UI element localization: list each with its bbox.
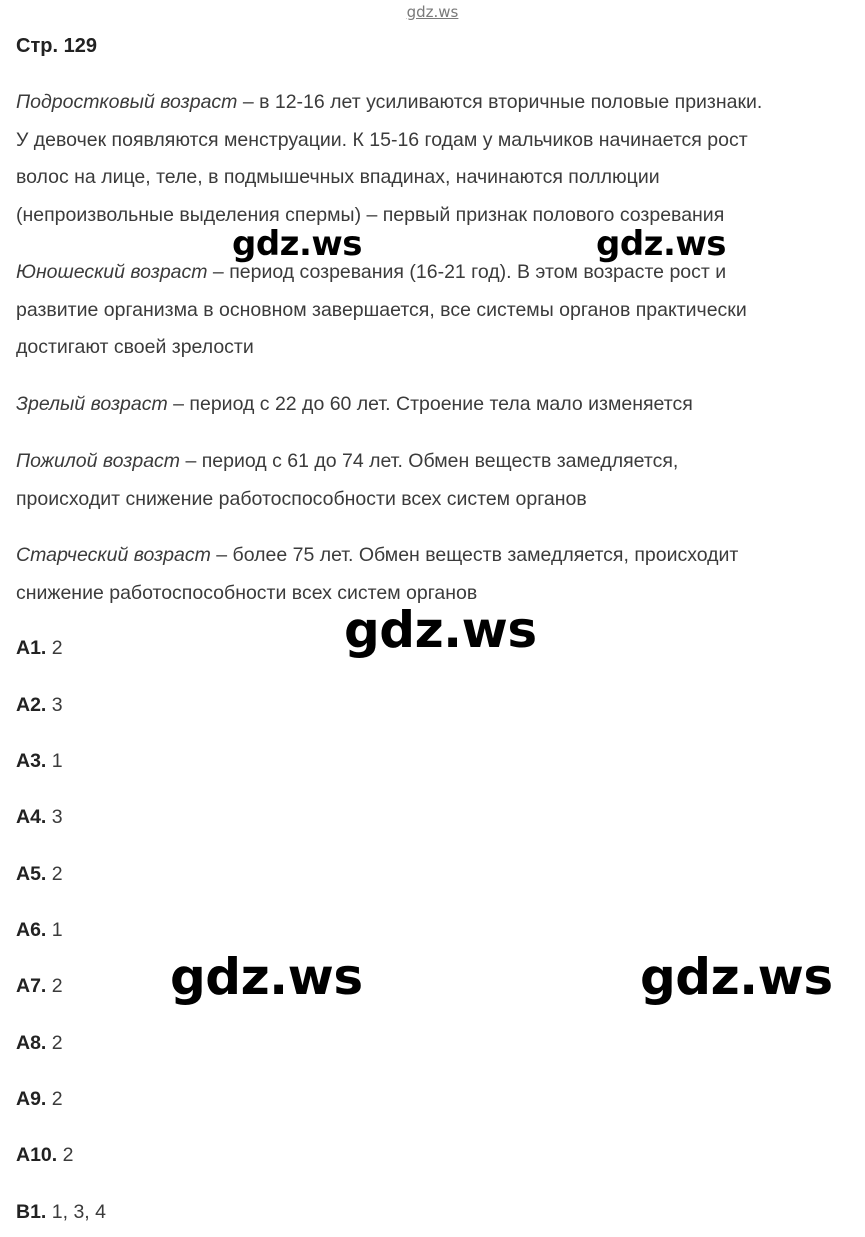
paragraph-text: У девочек появляются менструации. К 15-16 годам у мальчиков начинается рост (16, 128, 748, 151)
paragraph-text: – период с 22 до 60 лет. Строение тела мало изменяется (167, 393, 693, 415)
paragraph-text: волос на лице, теле, в подмышечных впадинах, начинаются поллюции (16, 166, 660, 188)
paragraph-elderly-age (16, 443, 865, 518)
term: Подростковый возраст (16, 91, 238, 113)
watermark: gdz.ws (170, 948, 363, 1006)
answer-a3: А3. 1 (16, 750, 63, 772)
paragraph-text: – период созревания (16-21 год). В этом возрасте рост и (207, 261, 727, 283)
watermark: gdz.ws (232, 224, 363, 264)
answer-a1: А1. 2 (16, 637, 63, 659)
term: Зрелый возраст (16, 393, 168, 415)
answer-a10: А10. 2 (16, 1144, 74, 1166)
paragraph-text: снижение работоспособности всех систем органов (16, 581, 478, 604)
answer-a8: А8. 2 (16, 1032, 63, 1054)
answer-a4: А4. 3 (16, 806, 63, 828)
paragraph-youth-age (16, 254, 865, 367)
watermark: gdz.ws (344, 601, 537, 659)
answer-a6: А6. 1 (16, 919, 63, 941)
answer-a9: А9. 2 (16, 1088, 63, 1110)
page-title: Стр. 129 (16, 35, 97, 57)
paragraph-text: развитие организма в основном завершается, все системы органов практически (16, 298, 747, 321)
paragraph-text: – более 75 лет. Обмен веществ замедляется, происходит (210, 544, 739, 566)
paragraph-text: – в 12-16 лет усиливаются вторичные половые признаки. (237, 91, 763, 113)
answer-b1: В1. 1, 3, 4 (16, 1201, 106, 1223)
paragraph-text: (непроизвольные выделения спермы) – первый признак полового созревания (16, 203, 725, 226)
term: Пожилой возраст (16, 450, 181, 472)
paragraph-text: происходит снижение работоспособности всех систем органов (16, 487, 587, 510)
term: Старческий возраст (16, 544, 211, 566)
paragraph-text: – период с 61 до 74 лет. Обмен веществ замедляется, (180, 450, 679, 472)
top-watermark-link[interactable]: gdz.ws (406, 3, 459, 21)
watermark: gdz.ws (596, 224, 727, 264)
answer-a5: А5. 2 (16, 863, 63, 885)
paragraph-text: достигают своей зрелости (16, 336, 254, 358)
paragraph-adolescent-age (16, 84, 865, 234)
answer-a2: А2. 3 (16, 694, 63, 716)
paragraph-mature-age (16, 386, 865, 424)
answer-a7: А7. 2 (16, 975, 63, 997)
term: Юношеский возраст (16, 261, 208, 283)
watermark: gdz.ws (640, 948, 833, 1006)
